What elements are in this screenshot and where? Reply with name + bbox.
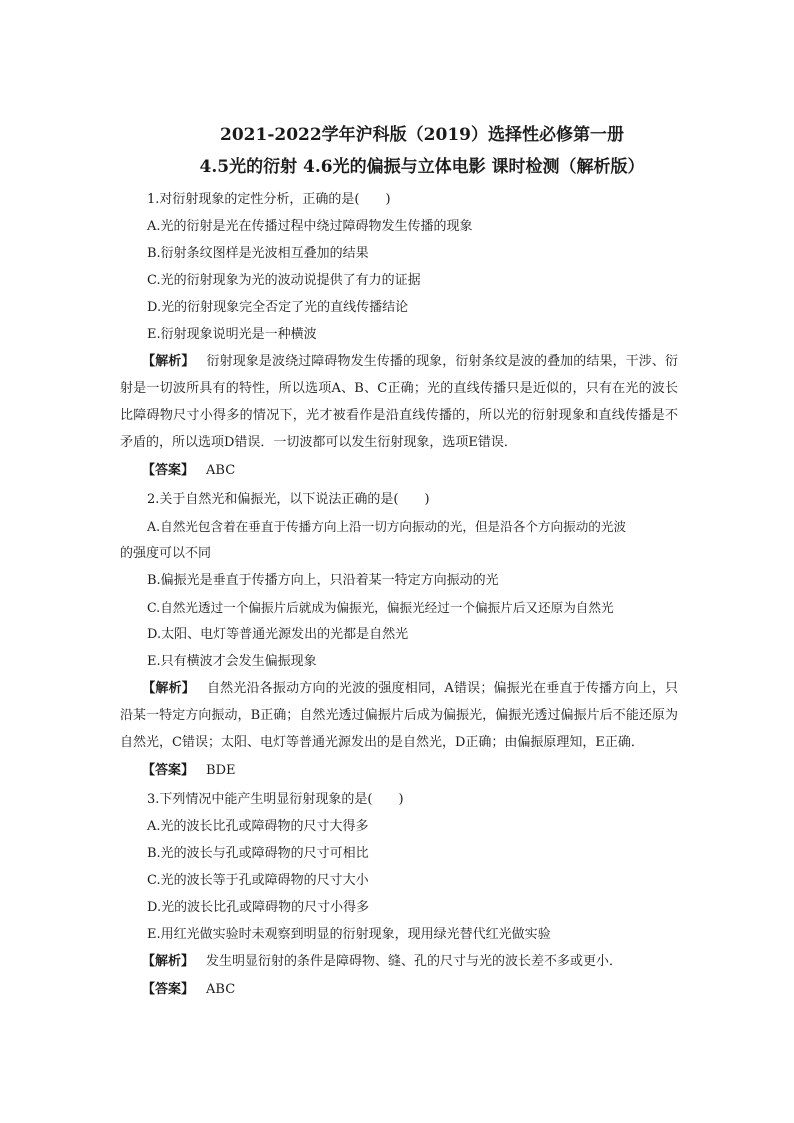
analysis-text: 发生明显衍射的条件是障碍物、缝、孔的尺寸与光的波长差不多或更小． [206,954,623,969]
answer-label: 【答案】 [142,463,195,478]
answer-text: BDE [206,763,236,778]
question-2-analysis [120,675,678,756]
document-subtitle: 4.5光的衍射 4.6光的偏振与立体电影 课时检测（解析版） [199,157,645,177]
analysis-text: 衍射现象是波绕过障碍物发生传播的现象，衍射条纹是波的叠加的结果，干涉、衍射是一切波所具有的特性，所以选项A、B、C正确；光的直线传播只是近似的，只有在光的波长比障碍物尺寸小得多的情况下，光才被看作是沿直线传播的，所以光的衍射现象和直线传播是不矛盾的，所以选项D错误．一切波都可以发生衍射现象，选项E错误． [120,354,678,450]
question-3-option-e: E.用红光做实验时未观察到明显的衍射现象，现用绿光替代红光做实验 [147,927,551,942]
question-2-answer [120,756,678,786]
question-1-stem: 1.对衍射现象的定性分析，正确的是( ) [147,192,391,207]
question-1-option-c: C.光的衍射现象为光的波动说提供了有力的证据 [147,273,421,288]
question-2-option-a-line1: A.自然光包含着在垂直于传播方向上沿一切方向振动的光，但是沿各个方向振动的光波 [147,519,627,534]
document-body [120,186,678,1005]
question-3-answer [120,975,678,1005]
analysis-label: 【解析】 [142,681,195,696]
document-title: 2021-2022学年沪科版（2019）选择性必修第一册 [220,125,624,145]
question-1-analysis [98,348,678,456]
question-3-analysis [120,948,678,975]
question-2-option-b: B.偏振光是垂直于传播方向上，只沿着某一特定方向振动的光 [147,573,499,588]
question-1-answer [120,456,678,486]
question-1-option-e: E.衍射现象说明光是一种横波 [147,327,317,342]
question-2-option-a-line2: 的强度可以不同 [120,546,212,561]
question-2-option-e: E.只有横波才会发生偏振现象 [147,654,317,669]
question-3-option-c: C.光的波长等于孔或障碍物的尺寸大小 [147,873,369,888]
answer-label: 【答案】 [142,982,195,997]
answer-text: ABC [206,463,236,478]
question-3-option-a: A.光的波长比孔或障碍物的尺寸大得多 [147,819,369,834]
question-3-option-b: B.光的波长与孔或障碍物的尺寸可相比 [147,846,369,861]
analysis-label: 【解析】 [142,954,195,969]
question-2-option-c: C.自然光透过一个偏振片后就成为偏振光，偏振光经过一个偏振片后又还原为自然光 [147,600,614,615]
question-1-option-d: D.光的衍射现象完全否定了光的直线传播结论 [147,300,409,315]
question-1-option-a: A.光的衍射是光在传播过程中绕过障碍物发生传播的现象 [147,219,473,234]
question-3-option-d: D.光的波长比孔或障碍物的尺寸小得多 [147,900,370,915]
question-1-option-b: B.衍射条纹图样是光波相互叠加的结果 [147,246,369,261]
question-2-option-d: D.太阳、电灯等普通光源发出的光都是自然光 [147,627,409,642]
analysis-text: 自然光沿各振动方向的光波的强度相同，A错误；偏振光在垂直于传播方向上，只沿某一特定方向振动，B正确；自然光透过偏振片后成为偏振光，偏振光透过偏振片后不能还原为自然光，C错误；太阳、电灯等普通光源发出的是自然光，D正确；由偏振原理知，E正确． [120,681,678,750]
analysis-label: 【解析】 [142,354,195,369]
question-2-stem: 2.关于自然光和偏振光，以下说法正确的是( ) [147,492,430,507]
question-3-stem: 3.下列情况中能产生明显衍射现象的是( ) [147,792,404,807]
answer-text: ABC [206,982,236,997]
answer-label: 【答案】 [142,763,195,778]
